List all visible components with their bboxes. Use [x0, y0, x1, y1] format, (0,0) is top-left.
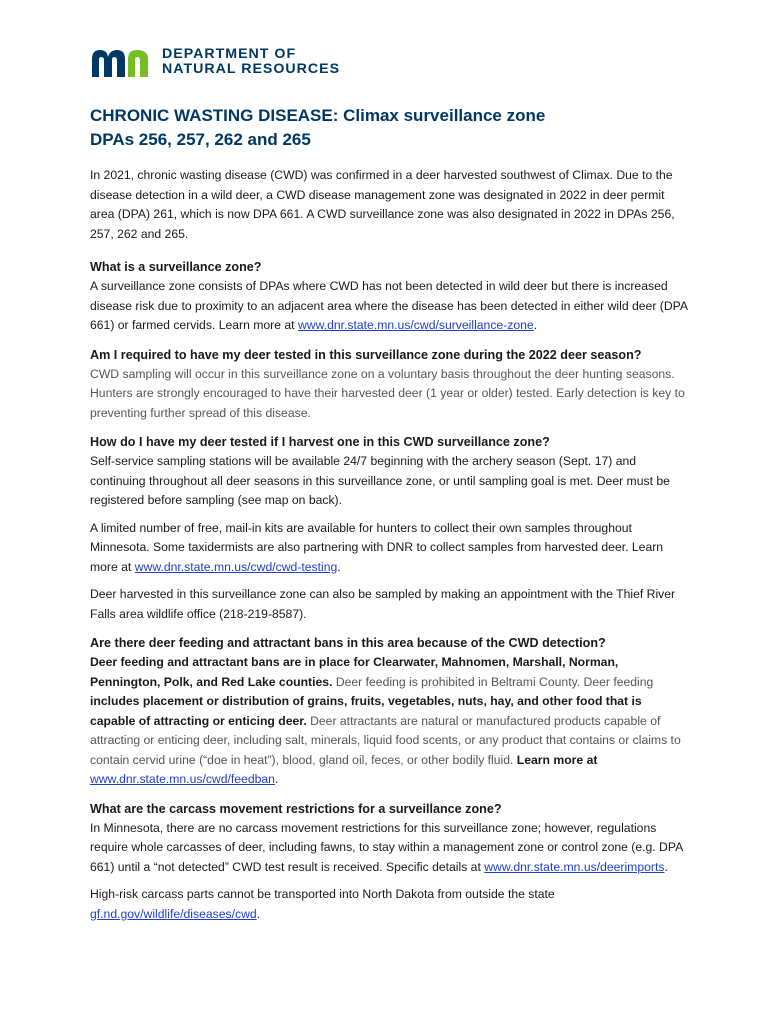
link-feedban[interactable]: www.dnr.state.mn.us/cwd/feedban [90, 772, 275, 786]
section-text-surveillance-zone: A surveillance zone consists of DPAs where CWD has not been detected in wild deer but there is increased disease risk due to proximity to an adjacent area where the disease has been detected in either wild deer (DPA 661) or farmed cervids. Learn more at www.dnr.state.mn.us/cwd/surveillance-zone. [90, 279, 688, 332]
section-heading-testing-required: Am I required to have my deer tested in this surveillance zone during the 2022 deer season? [90, 347, 642, 362]
section-text-sampling-stations: Self-service sampling stations will be available 24/7 beginning with the archery season (Sept. 17) and continuing throughout all deer seasons in this surveillance zone, or until sampling goal is met. Deer must be registered before sampling (see map on back). [90, 454, 670, 507]
section-text-appointment: Deer harvested in this surveillance zone can also be sampled by making an appointment with the Thief River Falls area wildlife office (218-219-8587). [90, 587, 676, 621]
title-line-2: DPAs 256, 257, 262 and 265 [90, 130, 311, 149]
section-text-feeding-bans: Deer feeding and attractant bans are in place for Clearwater, Mahnomen, Marshall, Norman, Pennington, Polk, and Red Lake counties. Deer feeding is prohibited in Beltrami County. Deer feeding includes placement or distribution of grains, fruits, vegetables, nuts, hay, and other food that is capable of attracting or enticing deer. Deer attractants are natural or manufactured products capable of attracting or enticing deer, including salt, minerals, liquid food scents, or any product that contains or claims to contain cervid urine (“doe in heat”), blood, gland oil, feces, or other bodily fluid. Learn more at www.dnr.state.mn.us/cwd/feedban. [90, 655, 681, 786]
title-bold: CHRONIC WASTING DISEASE: [90, 106, 339, 125]
link-deer-imports[interactable]: www.dnr.state.mn.us/deerimports [484, 859, 665, 874]
dnr-logo [90, 40, 690, 84]
section-text-carcass-movement: In Minnesota, there are no carcass movement restrictions for this surveillance zone; however, regulations require whole carcasses of deer, including fawns, to stay within a management zone or control zone (e.g. DPA 661) until a “not detected” CWD test result is received. Specific details at www.dnr.state.mn.us/deerimports. [90, 820, 683, 874]
link-surveillance-zone[interactable]: www.dnr.state.mn.us/cwd/surveillance-zone [297, 318, 534, 332]
logo-line-2: NATURAL RESOURCES [162, 61, 341, 77]
document-page [90, 40, 690, 924]
section-text-north-dakota: High-risk carcass parts cannot be transported into North Dakota from outside the state gf.nd.gov/wildlife/diseases/cwd. [90, 887, 555, 921]
section-heading-carcass-movement: What are the carcass movement restrictions for a surveillance zone? [90, 801, 502, 816]
section-text-mail-in-kits: A limited number of free, mail-in kits are available for hunters to collect their own samples throughout Minnesota. Some taxidermists are also partnering with DNR to collect samples from harvested deer. Learn more at www.dnr.state.mn.us/cwd/cwd-testing. [90, 520, 664, 574]
dnr-logo-text [162, 47, 340, 77]
section-heading-feeding-bans: Are there deer feeding and attractant bans in this area because of the CWD detection? [90, 636, 606, 650]
mn-logo-mark [90, 47, 152, 77]
section-text-testing-required: CWD sampling will occur in this surveillance zone on a voluntary basis throughout the deer hunting seasons. Hunters are strongly encouraged to have their harvested deer (1 year or older) tested. Early detection is key to preventing further spread of this disease. [90, 366, 685, 420]
title-rest: Climax surveillance zone [338, 106, 546, 125]
link-cwd-testing[interactable]: www.dnr.state.mn.us/cwd/cwd-testing [134, 559, 338, 574]
document-title [90, 104, 690, 152]
intro-paragraph: In 2021, chronic wasting disease (CWD) was confirmed in a deer harvested southwest of Climax. Due to the disease detection in a wild deer, a CWD disease management zone was designated in 2022 in deer permit area (DPA) 261, which is now DPA 661. A CWD surveillance zone was also designated in 2022 in DPAs 256, 257, 262 and 265. [90, 168, 675, 241]
section-heading-surveillance-zone: What is a surveillance zone? [90, 260, 262, 274]
section-heading-how-tested: How do I have my deer tested if I harvest one in this CWD surveillance zone? [90, 435, 550, 449]
logo-line-1: DEPARTMENT OF [162, 46, 297, 62]
link-nd-cwd[interactable]: gf.nd.gov/wildlife/diseases/cwd [90, 906, 257, 921]
